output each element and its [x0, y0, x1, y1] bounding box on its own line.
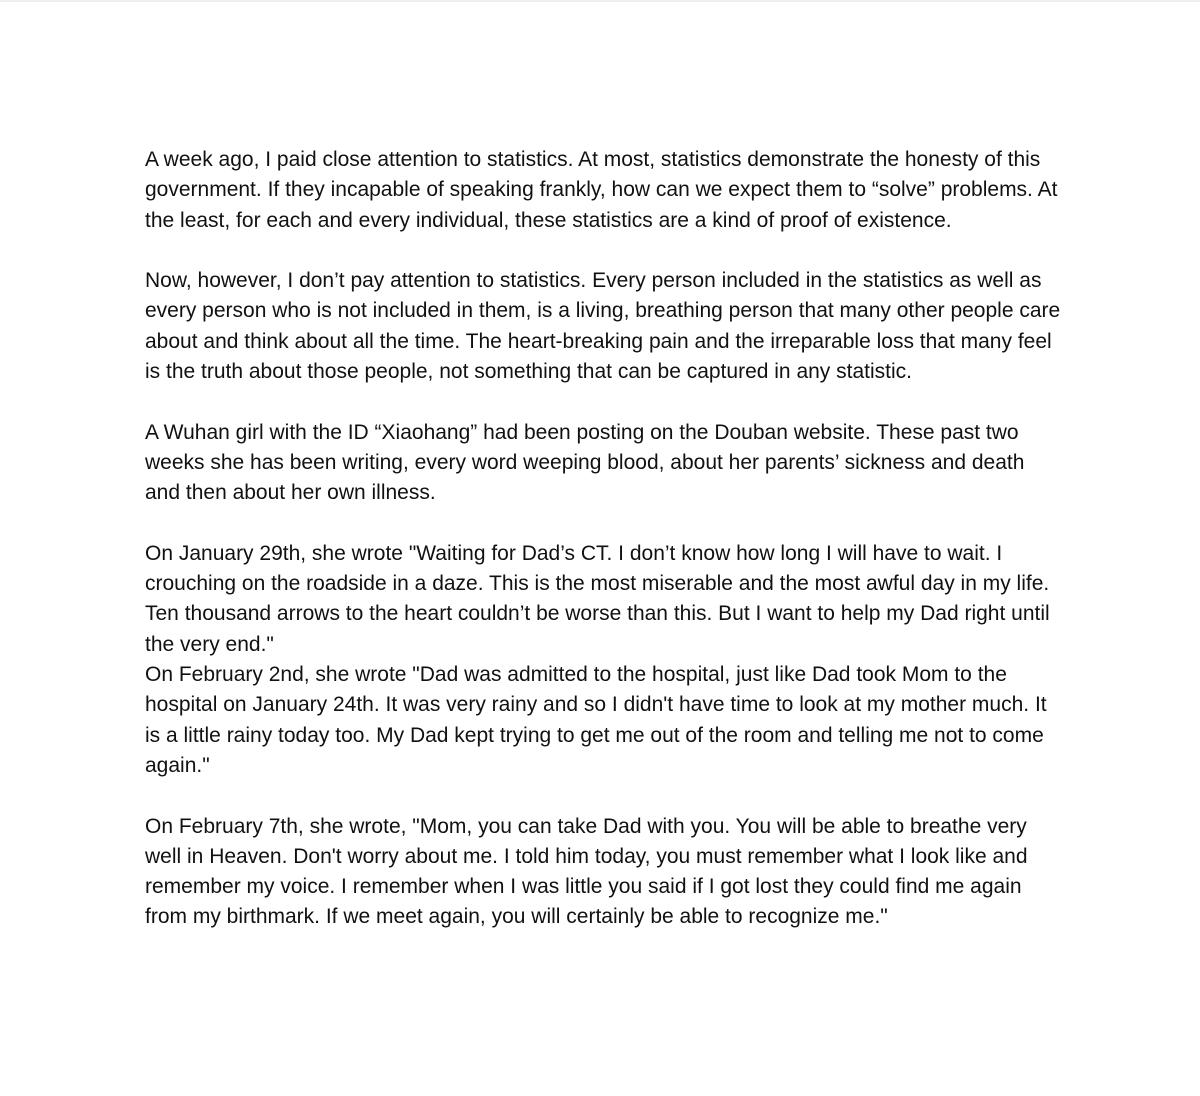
paragraph-wuhan-girl: A Wuhan girl with the ID “Xiaohang” had been posting on the Douban website. These past two weeks she has been writing, every word weeping blood, about her parents’ sickness and death and then about her own illness. [145, 420, 1025, 505]
paragraph-statistics-week-ago: A week ago, I paid close attention to statistics. At most, statistics demonstrate the honesty of this government. If they incapable of speaking frankly, how can we expect them to “solve” problems. At the least, for each and every individual, these statistics are a kind of proof of existence. [145, 148, 1058, 232]
paragraph-january-29: On January 29th, she wrote "Waiting for Dad’s CT. I don’t know how long I will have to wait. I crouching on the roadside in a daze. This is the most miserable and the most awful day in my life. Ten thousand arrows to the heart couldn’t be worse than this. But I want to help my Dad right until the very end." [145, 541, 1050, 656]
paragraph-february-2: On February 2nd, she wrote "Dad was admitted to the hospital, just like Dad took Mom to the hospital on January 24th. It was very rainy and so I didn't have time to look at my mother much. It is a little rainy today too. My Dad kept trying to get me out of the room and telling me not to come again." [145, 663, 1047, 777]
paragraph-statistics-now: Now, however, I don’t pay attention to statistics. Every person included in the statistics as well as every person who is not included in them, is a living, breathing person that many other people care about and think about all the time. The heart-breaking pain and the irreparable loss that many feel is the truth about those people, not something that can be captured in any statistic. [145, 269, 1061, 384]
paragraph-february-7: On February 7th, she wrote, "Mom, you can take Dad with you. You will be able to breathe very well in Heaven. Don't worry about me. I told him today, you must remember what I look like and remember my voice. I remember when I was little you said if I got lost they could find me again from my birthmark. If we meet again, you will certainly be able to recognize me." [145, 814, 1028, 929]
document-body [145, 145, 1065, 933]
